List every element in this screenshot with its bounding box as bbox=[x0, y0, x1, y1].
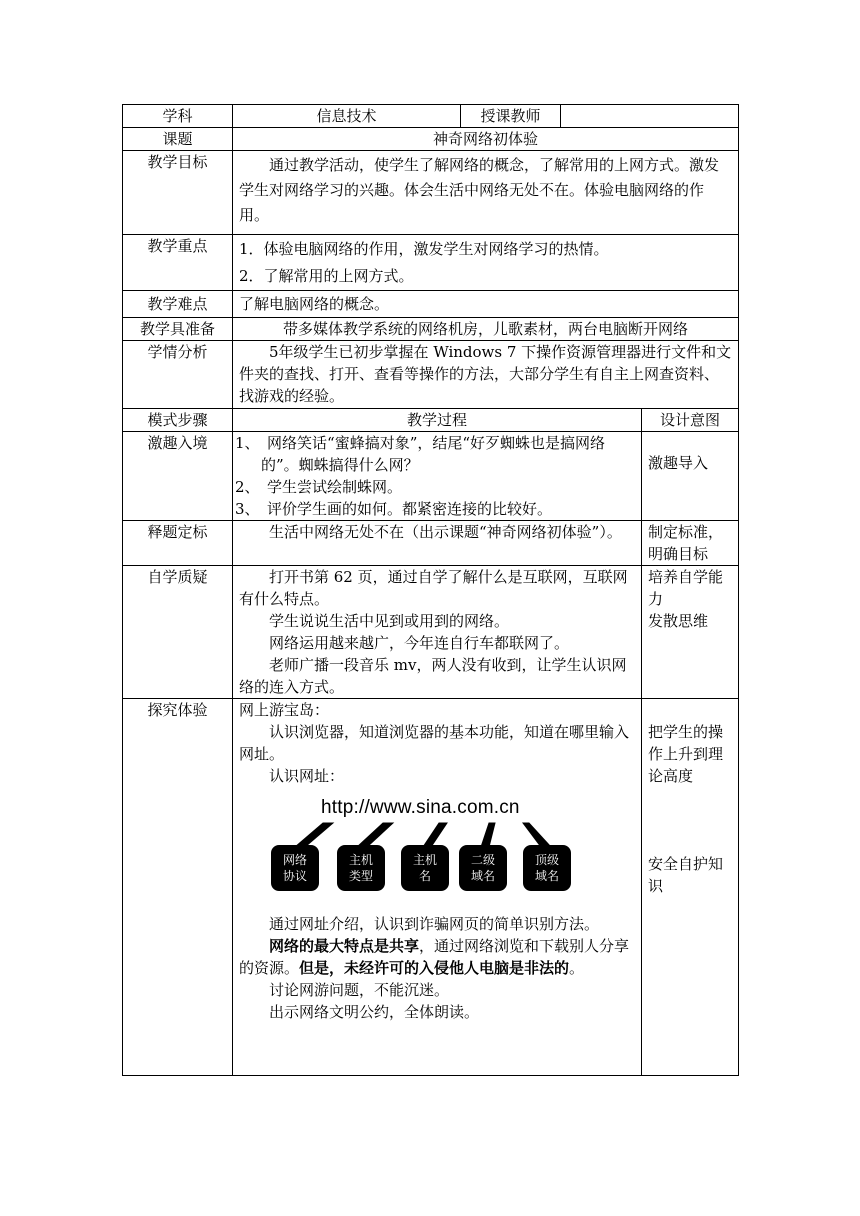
step2-intent: 制定标准，明确目标 bbox=[642, 521, 739, 566]
step4-para: 认识浏览器，知道浏览器的基本功能，知道在哪里输入网址。 bbox=[239, 723, 630, 763]
row-analysis bbox=[123, 341, 739, 409]
url-part-second-level: 二级域名 bbox=[459, 845, 507, 891]
url-example: http://www.sina.com.cn bbox=[321, 797, 520, 818]
lesson-plan-table bbox=[122, 104, 739, 1076]
step4-share-para bbox=[239, 935, 635, 979]
step1-item: 3、 评价学生画的如何。都紧密连接的比较好。 bbox=[235, 500, 553, 518]
step2-label: 释题定标 bbox=[123, 521, 233, 566]
share-normal: ，通过网络浏览和下载别人分享的资源。 bbox=[239, 937, 630, 977]
keypoints-label: 教学重点 bbox=[123, 235, 233, 291]
connector-line bbox=[357, 823, 393, 847]
share-end: 。 bbox=[569, 959, 585, 977]
row-goals bbox=[123, 151, 739, 235]
difficulty-text: 了解电脑网络的概念。 bbox=[233, 291, 739, 318]
connector-line bbox=[295, 823, 333, 847]
step3-para: 老师广播一段音乐 mv，两人没有收到，让学生认识网络的连入方式。 bbox=[239, 656, 627, 696]
connector-line bbox=[523, 823, 551, 847]
keypoint-item: 1．体验电脑网络的作用，激发学生对网络学习的热情。 bbox=[239, 240, 609, 258]
step1-label: 激趣入境 bbox=[123, 432, 233, 521]
step3-para: 学生说说生活中见到或用到的网络。 bbox=[269, 612, 510, 630]
subject-value: 信息技术 bbox=[233, 105, 461, 128]
analysis-text: 5年级学生已初步掌握在 Windows 7 下操作资源管理器进行文件和文件夹的查找、打开、查看等操作的方法，大部分学生有自主上网查资料、找游戏的经验。 bbox=[239, 343, 732, 405]
step3-process bbox=[233, 566, 642, 699]
step4-intent-1: 把学生的操作上升到理论高度 bbox=[648, 723, 724, 785]
step1-item: 2、 学生尝试绘制蛛网。 bbox=[235, 478, 403, 496]
illegal-bold: 但是，未经许可的入侵他人电脑是非法的 bbox=[299, 959, 570, 977]
row-step-3 bbox=[123, 566, 739, 699]
process-header: 教学过程 bbox=[233, 409, 642, 432]
difficulty-label: 教学难点 bbox=[123, 291, 233, 318]
connector-line bbox=[423, 823, 447, 847]
url-diagram bbox=[239, 797, 639, 907]
topic-label: 课题 bbox=[123, 128, 233, 151]
row-difficulty bbox=[123, 291, 739, 318]
url-part-top-level: 顶级域名 bbox=[523, 845, 571, 891]
keypoints-cell bbox=[233, 235, 739, 291]
topic-value: 神奇网络初体验 bbox=[233, 128, 739, 151]
goals-text: 通过教学活动，使学生了解网络的概念，了解常用的上网方式。激发学生对网络学习的兴趣。体会生活中网络无处不在。体验电脑网络的作用。 bbox=[239, 156, 720, 224]
step3-label: 自学质疑 bbox=[123, 566, 233, 699]
row-step-4 bbox=[123, 699, 739, 1076]
row-keypoints bbox=[123, 235, 739, 291]
step4-para: 通过网址介绍，认识到诈骗网页的简单识别方法。 bbox=[269, 915, 600, 933]
step4-intent-2: 安全自护知识 bbox=[648, 855, 724, 895]
step1-process bbox=[233, 432, 642, 521]
row-topic bbox=[123, 128, 739, 151]
step4-process bbox=[233, 699, 642, 1076]
step4-title: 网上游宝岛： bbox=[239, 701, 330, 719]
step4-para: 出示网络文明公约，全体朗读。 bbox=[269, 1003, 480, 1021]
connector-line bbox=[481, 823, 495, 847]
url-part-host-type: 主机类型 bbox=[337, 845, 385, 891]
step4-para: 讨论网游问题，不能沉迷。 bbox=[269, 981, 450, 999]
preparation-text: 带多媒体教学系统的网络机房，儿歌素材，两台电脑断开网络 bbox=[233, 318, 739, 341]
url-part-protocol: 网络协议 bbox=[271, 845, 319, 891]
step1-item: 1、 网络笑话“蜜蜂搞对象”，结尾“好歹蜘蛛也是搞网络的”。蜘蛛搞得什么网？ bbox=[235, 434, 606, 474]
step3-para: 打开书第 62 页，通过自学了解什么是互联网，互联网有什么特点。 bbox=[239, 568, 628, 608]
lesson-plan bbox=[122, 104, 738, 1076]
subject-label: 学科 bbox=[123, 105, 233, 128]
step3-intent-1: 培养自学能力 bbox=[648, 568, 724, 608]
step2-process bbox=[233, 521, 642, 566]
teacher-value bbox=[561, 105, 739, 128]
row-step-2 bbox=[123, 521, 739, 566]
step2-text: 生活中网络无处不在（出示课题“神奇网络初体验”）。 bbox=[269, 523, 622, 541]
goals-label: 教学目标 bbox=[123, 151, 233, 235]
intent-header: 设计意图 bbox=[642, 409, 739, 432]
step4-label: 探究体验 bbox=[123, 699, 233, 1076]
url-part-host-name: 主机名 bbox=[401, 845, 449, 891]
share-bold: 网络的最大特点是共享 bbox=[269, 937, 420, 955]
step4-para: 认识网址： bbox=[269, 767, 345, 785]
step4-intent bbox=[642, 699, 739, 1076]
step3-intent-2: 发散思维 bbox=[648, 612, 709, 630]
goals-cell bbox=[233, 151, 739, 235]
analysis-label: 学情分析 bbox=[123, 341, 233, 409]
teacher-label: 授课教师 bbox=[461, 105, 561, 128]
keypoint-item: 2．了解常用的上网方式。 bbox=[239, 267, 414, 285]
step3-para: 网络运用越来越广，今年连自行车都联网了。 bbox=[269, 634, 570, 652]
step3-intent bbox=[642, 566, 739, 699]
mode-header: 模式步骤 bbox=[123, 409, 233, 432]
row-steps-header bbox=[123, 409, 739, 432]
step1-intent: 激趣导入 bbox=[642, 432, 739, 521]
row-preparation bbox=[123, 318, 739, 341]
preparation-label: 教学具准备 bbox=[123, 318, 233, 341]
analysis-cell bbox=[233, 341, 739, 409]
row-step-1 bbox=[123, 432, 739, 521]
row-subject bbox=[123, 105, 739, 128]
